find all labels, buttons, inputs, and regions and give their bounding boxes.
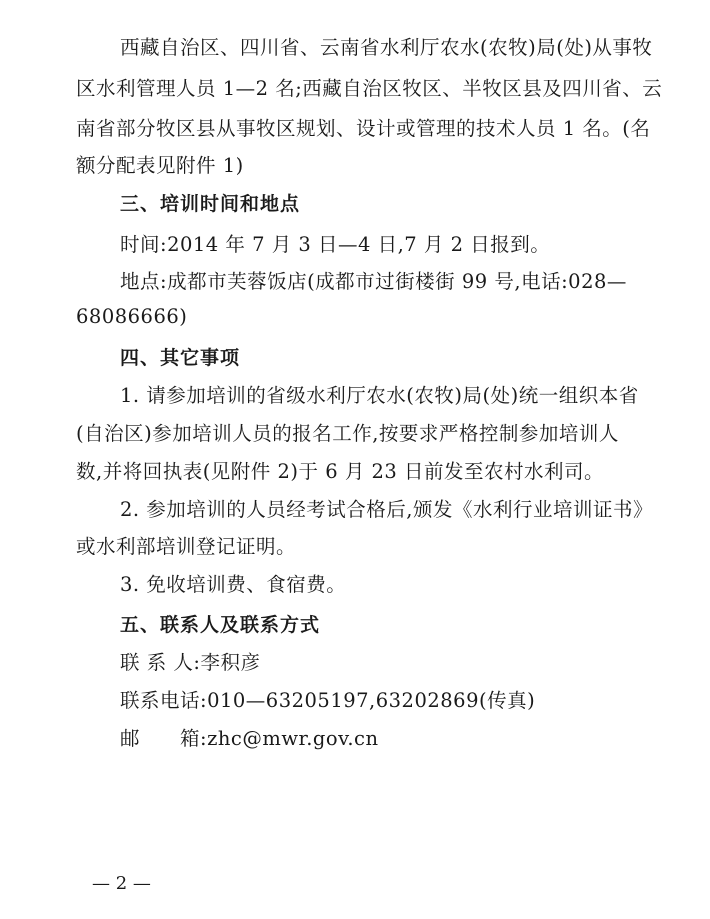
contact-person: 联 系 人:李积彦 (120, 651, 261, 674)
item-2-line-1: 2. 参加培训的人员经考试合格后,颁发《水利行业培训证书》 (120, 498, 654, 521)
item-1-line-1: 1. 请参加培训的省级水利厅农水(农牧)局(处)统一组织本省 (120, 384, 639, 407)
paragraph-1-line-3: 南省部分牧区县从事牧区规划、设计或管理的技术人员 1 名。(名 (76, 117, 651, 140)
email-value: 箱:zhc@mwr.gov.cn (180, 727, 379, 750)
contact-phone: 联系电话:010—63205197,63202869(传真) (120, 689, 536, 712)
contact-email (120, 725, 680, 753)
section-3-heading: 三、培训时间和地点 (120, 193, 301, 215)
item-2-line-2: 或水利部培训登记证明。 (76, 535, 297, 558)
section-5-heading: 五、联系人及联系方式 (120, 614, 321, 636)
item-1-line-3: 数,并将回执表(见附件 2)于 6 月 23 日前发至农村水利司。 (76, 460, 605, 483)
paragraph-1-line-2: 区水利管理人员 1—2 名;西藏自治区牧区、半牧区县及四川省、云 (76, 77, 663, 100)
item-3: 3. 免收培训费、食宿费。 (120, 573, 347, 596)
section-4-heading: 四、其它事项 (120, 347, 241, 369)
training-location-line-1: 地点:成都市芙蓉饭店(成都市过街楼街 99 号,电话:028— (120, 270, 627, 293)
paragraph-1-line-1: 西藏自治区、四川省、云南省水利厅农水(农牧)局(处)从事牧 (120, 36, 653, 59)
paragraph-1-line-4: 额分配表见附件 1) (76, 154, 244, 177)
training-location-line-2: 68086666) (76, 305, 188, 328)
item-1-line-2: (自治区)参加培训人员的报名工作,按要求严格控制参加培训人 (76, 422, 619, 445)
page-number: — 2 — (92, 873, 151, 894)
training-time: 时间:2014 年 7 月 3 日—4 日,7 月 2 日报到。 (120, 233, 551, 256)
email-label: 邮 (120, 727, 141, 750)
